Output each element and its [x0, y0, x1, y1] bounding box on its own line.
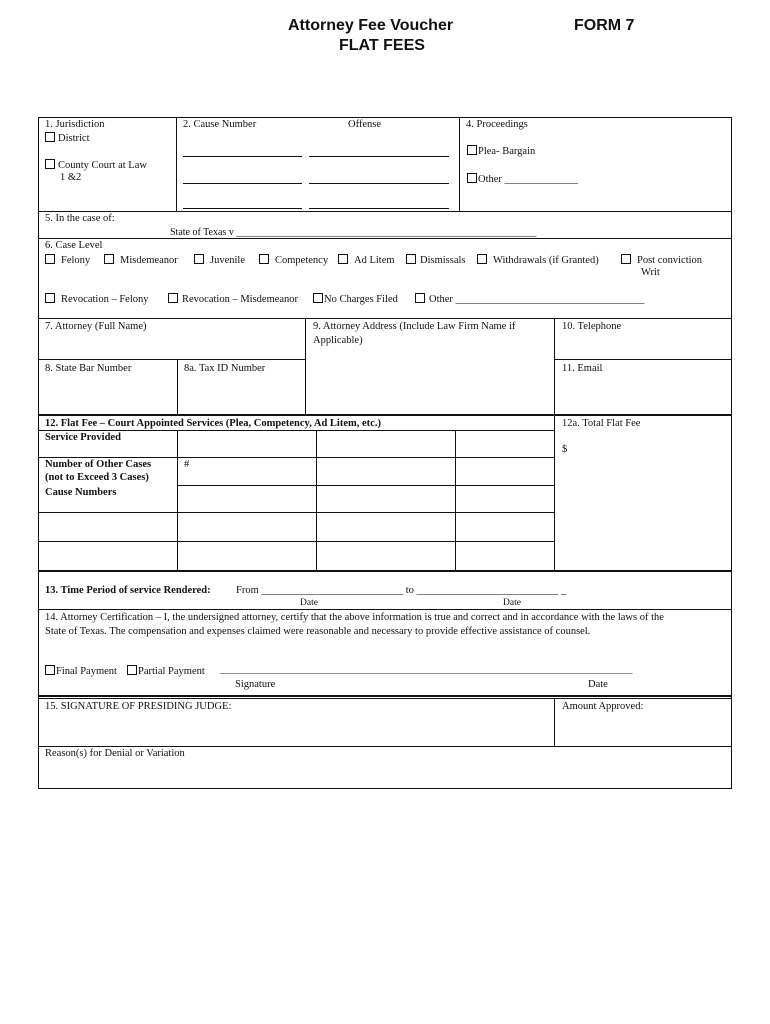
ad-litem-checkbox[interactable] — [338, 254, 348, 264]
signature-line[interactable]: ______________________________________________________________________________________ — [220, 665, 633, 676]
divider — [316, 430, 317, 570]
competency-option[interactable] — [259, 254, 328, 266]
divider — [38, 430, 555, 431]
juvenile-text: Juvenile — [210, 255, 245, 266]
county-court-text: County Court at Law — [58, 160, 147, 171]
certification-line-1: 14. Attorney Certification – I, the undersigned attorney, certify that the above information is true and correct and in accordance with the laws of the — [45, 612, 664, 623]
divider — [38, 695, 732, 697]
withdrawals-option[interactable] — [477, 254, 599, 266]
divider — [455, 430, 456, 570]
divider — [176, 117, 177, 212]
county-court-option[interactable] — [45, 159, 147, 171]
service-provided-label: Service Provided — [45, 432, 121, 443]
revocation-misdemeanor-option[interactable] — [168, 293, 298, 305]
divider — [177, 359, 178, 414]
divider — [38, 570, 732, 572]
state-of-texas-line[interactable]: State of Texas v ____________________________________________________________ — [170, 227, 537, 238]
partial-payment-option[interactable] — [127, 665, 205, 677]
divider — [38, 211, 732, 212]
other-cases-label-2: (not to Exceed 3 Cases) — [45, 472, 149, 483]
denial-reasons-label: Reason(s) for Denial or Variation — [45, 748, 185, 759]
no-charges-checkbox[interactable] — [313, 293, 323, 303]
district-option[interactable] — [45, 132, 90, 144]
in-the-case-of-label: 5. In the case of: — [45, 213, 115, 224]
other-cases-hash[interactable]: # — [184, 459, 190, 470]
final-payment-checkbox[interactable] — [45, 665, 55, 675]
proceedings-other-option[interactable] — [467, 173, 578, 185]
plea-bargain-checkbox[interactable] — [467, 145, 477, 155]
total-flat-fee-dollar[interactable]: $ — [562, 444, 568, 455]
juvenile-option[interactable] — [194, 254, 245, 266]
divider — [38, 238, 732, 239]
to-date-caption: Date — [503, 598, 521, 608]
divider — [554, 698, 555, 746]
amount-approved-label: Amount Approved: — [562, 701, 644, 712]
case-level-other-option[interactable] — [415, 293, 645, 305]
county-court-checkbox[interactable] — [45, 159, 55, 169]
dismissals-option[interactable] — [406, 254, 466, 266]
divider — [38, 512, 555, 513]
case-level-label: 6. Case Level — [45, 240, 103, 251]
felony-option[interactable] — [45, 254, 90, 266]
jurisdiction-label: 1. Jurisdiction — [45, 119, 105, 130]
proceedings-other-checkbox[interactable] — [467, 173, 477, 183]
frame-left — [38, 117, 39, 789]
competency-checkbox[interactable] — [259, 254, 269, 264]
juvenile-checkbox[interactable] — [194, 254, 204, 264]
cause-number-line-3[interactable] — [183, 208, 302, 209]
attorney-address-label-2: Applicable) — [313, 335, 363, 346]
offense-line-1[interactable] — [309, 156, 449, 157]
misdemeanor-option[interactable] — [104, 254, 178, 266]
post-conviction-writ-text: Writ — [641, 267, 660, 278]
partial-payment-checkbox[interactable] — [127, 665, 137, 675]
no-charges-option[interactable] — [313, 293, 398, 305]
cause-number-line-1[interactable] — [183, 156, 302, 157]
misdemeanor-checkbox[interactable] — [104, 254, 114, 264]
post-conviction-text: Post conviction — [637, 255, 703, 266]
divider — [38, 457, 555, 458]
attorney-address-label: 9. Attorney Address (Include Law Firm Name if — [313, 321, 516, 332]
revocation-misdemeanor-text: Revocation – Misdemeanor — [182, 294, 299, 305]
offense-line-3[interactable] — [309, 208, 449, 209]
date-caption: Date — [588, 679, 608, 690]
county-court-text-2: 1 &2 — [60, 172, 82, 183]
divider — [177, 430, 178, 570]
time-period-text: 13. Time Period of service Rendered: — [45, 585, 211, 596]
divider — [38, 541, 555, 542]
time-period-label — [45, 585, 211, 596]
dismissals-text: Dismissals — [420, 255, 466, 266]
divider — [38, 609, 732, 610]
withdrawals-checkbox[interactable] — [477, 254, 487, 264]
plea-bargain-option[interactable] — [467, 145, 535, 157]
no-charges-text: No Charges Filed — [324, 294, 398, 305]
cause-numbers-label: Cause Numbers — [45, 487, 117, 498]
district-text: District — [58, 133, 90, 144]
divider — [554, 359, 732, 360]
partial-payment-text: Partial Payment — [138, 666, 205, 677]
cause-number-line-2[interactable] — [183, 183, 302, 184]
felony-text: Felony — [61, 255, 91, 266]
plea-bargain-text: Plea- Bargain — [478, 146, 536, 157]
divider — [38, 318, 732, 319]
telephone-label: 10. Telephone — [562, 321, 622, 332]
cause-number-label: 2. Cause Number — [183, 119, 257, 130]
divider — [177, 485, 555, 486]
attorney-name-label: 7. Attorney (Full Name) — [45, 321, 147, 332]
other-cases-label: Number of Other Cases — [45, 459, 152, 470]
proceedings-label: 4. Proceedings — [466, 119, 528, 130]
frame-bottom — [38, 788, 732, 789]
post-conviction-option[interactable] — [621, 254, 702, 266]
ad-litem-option[interactable] — [338, 254, 395, 266]
form-subtitle: FLAT FEES — [339, 37, 425, 54]
proceedings-other-text: Other ______________ — [478, 174, 579, 185]
offense-label: Offense — [348, 119, 382, 130]
divider — [38, 414, 732, 416]
frame-top — [38, 117, 732, 118]
time-period-range[interactable]: From ___________________________ to ___________________________ _ — [236, 585, 567, 596]
form-title: Attorney Fee Voucher — [288, 17, 454, 34]
judge-signature-label: 15. SIGNATURE OF PRESIDING JUDGE: — [45, 701, 232, 712]
total-flat-fee-label: 12a. Total Flat Fee — [562, 418, 641, 429]
divider — [554, 414, 555, 570]
misdemeanor-text: Misdemeanor — [120, 255, 178, 266]
divider — [459, 117, 460, 212]
felony-checkbox[interactable] — [45, 254, 55, 264]
withdrawals-text: Withdrawals (if Granted) — [493, 255, 599, 266]
divider — [305, 318, 306, 414]
divider — [38, 746, 732, 747]
revocation-misdemeanor-checkbox[interactable] — [168, 293, 178, 303]
ad-litem-text: Ad Litem — [354, 255, 395, 266]
revocation-felony-checkbox[interactable] — [45, 293, 55, 303]
revocation-felony-text: Revocation – Felony — [61, 294, 149, 305]
signature-caption: Signature — [235, 679, 276, 690]
form-number: FORM 7 — [574, 17, 635, 34]
dismissals-checkbox[interactable] — [406, 254, 416, 264]
district-checkbox[interactable] — [45, 132, 55, 142]
case-level-other-checkbox[interactable] — [415, 293, 425, 303]
case-level-other-text: Other ____________________________________ — [429, 294, 645, 305]
state-bar-label: 8. State Bar Number — [45, 363, 132, 374]
post-conviction-checkbox[interactable] — [621, 254, 631, 264]
final-payment-text: Final Payment — [56, 666, 117, 677]
from-date-caption: Date — [300, 598, 318, 608]
flat-fee-title: 12. Flat Fee – Court Appointed Services (Plea, Competency, Ad Litem, etc.) — [45, 418, 381, 429]
certification-line-2: State of Texas. The compensation and expenses claimed were reasonable and necessary to provide effective assistance of counsel. — [45, 626, 591, 637]
frame-right — [731, 117, 732, 789]
divider — [38, 698, 732, 699]
email-label: 11. Email — [562, 363, 603, 374]
offense-line-2[interactable] — [309, 183, 449, 184]
tax-id-label: 8a. Tax ID Number — [184, 363, 266, 374]
competency-text: Competency — [275, 255, 329, 266]
final-payment-option[interactable] — [45, 665, 117, 677]
divider — [554, 318, 555, 414]
divider — [38, 359, 306, 360]
revocation-felony-option[interactable] — [45, 293, 149, 305]
